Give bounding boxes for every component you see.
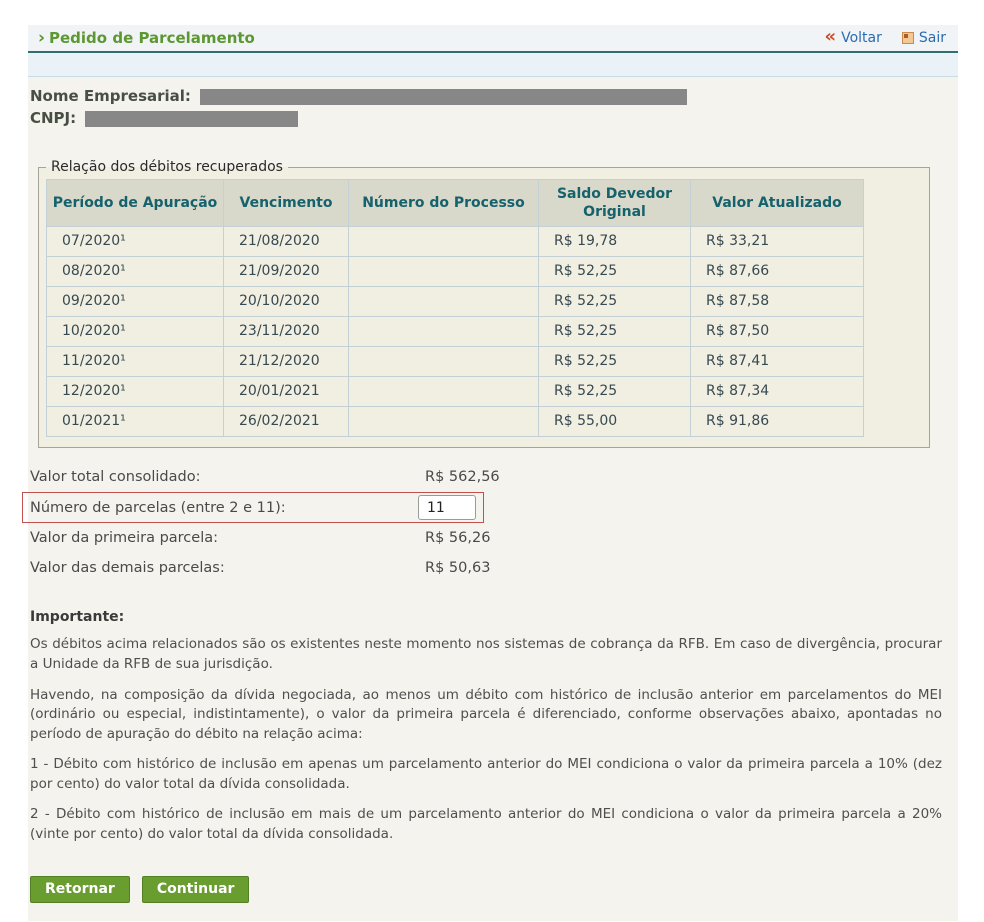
cnpj-redacted-value xyxy=(85,111,298,127)
demais-parcelas-value: R$ 50,63 xyxy=(425,560,491,577)
total-consolidado-label: Valor total consolidado: xyxy=(30,469,201,486)
debit-cell: 12/2020¹ xyxy=(47,377,224,407)
back-chevrons-icon: « xyxy=(824,26,837,47)
debit-cell: 20/01/2021 xyxy=(224,377,349,407)
debit-cell: R$ 87,66 xyxy=(691,257,864,287)
voltar-label: Voltar xyxy=(841,30,882,46)
debit-cell xyxy=(349,287,539,317)
numero-parcelas-row xyxy=(22,492,484,523)
debit-cell: R$ 33,21 xyxy=(691,227,864,257)
company-identification xyxy=(28,77,958,129)
debit-cell: 11/2020¹ xyxy=(47,347,224,377)
voltar-link[interactable] xyxy=(824,26,882,47)
subheader-band xyxy=(28,53,958,77)
debit-cell xyxy=(349,347,539,377)
demais-parcelas-label: Valor das demais parcelas: xyxy=(30,560,225,577)
debits-table-body xyxy=(47,227,864,437)
action-buttons xyxy=(30,876,958,903)
debits-fieldset xyxy=(38,159,930,448)
debit-row xyxy=(47,227,864,257)
nome-empresarial-redacted-value xyxy=(200,89,687,105)
note-paragraph-debitos: Os débitos acima relacionados são os existentes neste momento nos sistemas de cobrança da RFB. Em caso de divergência, procurar a Unidade da RFB de sua jurisdição. xyxy=(30,636,942,672)
debit-cell: 21/12/2020 xyxy=(224,347,349,377)
debit-cell: R$ 87,41 xyxy=(691,347,864,377)
debits-legend: Relação dos débitos recuperados xyxy=(51,159,283,175)
debit-cell: 09/2020¹ xyxy=(47,287,224,317)
nome-empresarial-label: Nome Empresarial: xyxy=(30,87,191,105)
debit-cell: R$ 19,78 xyxy=(539,227,691,257)
debit-cell: R$ 91,86 xyxy=(691,407,864,437)
debits-table xyxy=(46,179,864,437)
header-links xyxy=(824,26,946,47)
debit-cell: 26/02/2021 xyxy=(224,407,349,437)
debit-row xyxy=(47,347,864,377)
debit-cell: R$ 52,25 xyxy=(539,287,691,317)
debit-cell: R$ 52,25 xyxy=(539,377,691,407)
debit-cell xyxy=(349,407,539,437)
note-paragraph-obs2: 2 - Débito com histórico de inclusão em mais de um parcelamento anterior do MEI condiciona o valor da primeira parcela a 20% (vinte por cento) do valor total da dívida consolidada. xyxy=(30,806,942,842)
continuar-button[interactable]: Continuar xyxy=(142,876,250,903)
content-panel xyxy=(28,25,958,921)
note-paragraph-historico: Havendo, na composição da dívida negociada, ao menos um débito com histórico de inclusão anterior em parcelamentos do MEI (ordinário ou especial, indistintamente), o valor da primeira parcela é diferenciado, conforme observações abaixo, apontadas no período de apuração do débito na relação acima: xyxy=(30,686,942,742)
col-header-valor-atualizado: Valor Atualizado xyxy=(691,180,864,227)
debit-cell: 21/09/2020 xyxy=(224,257,349,287)
debit-cell: R$ 87,50 xyxy=(691,317,864,347)
debit-cell xyxy=(349,317,539,347)
demais-parcelas-row xyxy=(30,553,944,583)
page-title: Pedido de Parcelamento xyxy=(49,29,255,47)
debit-cell xyxy=(349,257,539,287)
note-paragraph-obs1: 1 - Débito com histórico de inclusão em apenas um parcelamento anterior do MEI condiciona o valor da primeira parcela a 10% (dez por cento) do valor total da dívida consolidada. xyxy=(30,756,942,792)
breadcrumb-arrow-icon: › xyxy=(38,27,46,48)
sair-label: Sair xyxy=(918,30,946,46)
debits-header-row xyxy=(47,180,864,227)
debit-cell: R$ 87,34 xyxy=(691,377,864,407)
page-title-wrap xyxy=(38,29,255,47)
importante-heading: Importante: xyxy=(30,609,125,626)
cnpj-label: CNPJ: xyxy=(30,109,77,127)
debit-cell: 21/08/2020 xyxy=(224,227,349,257)
debit-cell: 10/2020¹ xyxy=(47,317,224,347)
sair-link[interactable] xyxy=(902,30,946,46)
summary-section xyxy=(30,462,944,583)
notes-section xyxy=(30,609,942,844)
debit-row xyxy=(47,317,864,347)
debit-cell xyxy=(349,377,539,407)
debit-cell: R$ 52,25 xyxy=(539,257,691,287)
debit-cell: 20/10/2020 xyxy=(224,287,349,317)
debit-cell: 08/2020¹ xyxy=(47,257,224,287)
retornar-button[interactable]: Retornar xyxy=(30,876,130,903)
nome-empresarial-row xyxy=(30,85,958,107)
exit-icon xyxy=(902,32,914,44)
debit-row xyxy=(47,287,864,317)
primeira-parcela-label: Valor da primeira parcela: xyxy=(30,530,218,547)
debit-row xyxy=(47,257,864,287)
col-header-saldo-devedor: Saldo Devedor Original xyxy=(539,180,691,227)
debit-row xyxy=(47,377,864,407)
col-header-numero-processo: Número do Processo xyxy=(349,180,539,227)
debit-row xyxy=(47,407,864,437)
primeira-parcela-row xyxy=(30,523,944,553)
numero-parcelas-label: Número de parcelas (entre 2 e 11): xyxy=(30,499,286,516)
col-header-periodo-apuracao: Período de Apuração xyxy=(47,180,224,227)
col-header-vencimento: Vencimento xyxy=(224,180,349,227)
debit-cell: R$ 52,25 xyxy=(539,317,691,347)
debit-cell xyxy=(349,227,539,257)
page-header xyxy=(28,25,958,53)
debit-cell: 07/2020¹ xyxy=(47,227,224,257)
debits-table-head xyxy=(47,180,864,227)
debit-cell: R$ 52,25 xyxy=(539,347,691,377)
numero-parcelas-input[interactable] xyxy=(418,495,476,520)
primeira-parcela-value: R$ 56,26 xyxy=(425,530,491,547)
debit-cell: 23/11/2020 xyxy=(224,317,349,347)
total-consolidado-value: R$ 562,56 xyxy=(425,469,500,486)
cnpj-row xyxy=(30,107,958,129)
total-consolidado-row xyxy=(30,462,944,492)
debit-cell: R$ 55,00 xyxy=(539,407,691,437)
debit-cell: 01/2021¹ xyxy=(47,407,224,437)
debit-cell: R$ 87,58 xyxy=(691,287,864,317)
